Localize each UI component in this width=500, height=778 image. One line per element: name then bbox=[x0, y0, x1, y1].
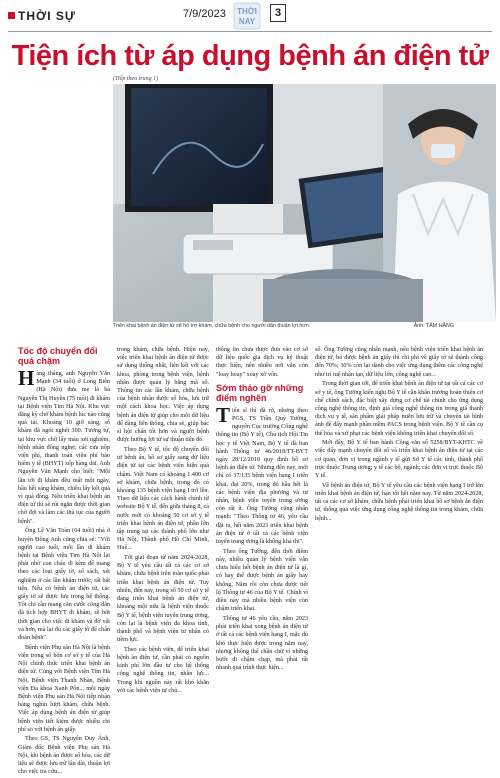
paragraph: Trong thời gian tới, để triển khai bệnh án điện tử tại tất cả các cơ sở y tế, ông Tường kiến nghị Bộ Y tế cần khẩn trương hoàn thiện cơ chế chính sách, đặc biệt xây dựng cơ chế tài chính cho ứng dụng công nghệ thông tin, định giá công nghệ thông tin trong giá thanh dịch vụ y tế, sản phẩm giải pháp miễn lưu trữ và chuyển tải hình ảnh để đẩy mạnh phần mềm PACS trong bệnh viện. Bộ Y tế cần cụ thể hóa và xử phạt các bệnh viện không triển khai chuyển đổi số. bbox=[315, 381, 483, 437]
paragraph: Ông Lê Văn Toàn (64 tuổi) nhà ở huyện Đông Anh cũng chia sẻ: "Với người cao tuổi, mỗi lần đi khám bệnh tại Bệnh viện Tim Hà Nội lại phải nhờ con cháu đi kèm để mang theo các loại giấy tờ, sổ sách, xét nghiệm ở các lần khám trước, rất bất tiện. Nếu có bệnh án điện tử, các giấy tờ sẽ được lưu trong hệ thống. Tôi chỉ cần mang căn cước công dân đã tích hợp BHYT đi khám, sẽ bớt thời gian cho việc đi khám và đỡ vất vả hơn, mà lại đủ các giấy tờ để chẩn đoán bệnh". bbox=[18, 528, 110, 641]
section-marker bbox=[8, 12, 15, 19]
svg-text:THỜI: THỜI bbox=[237, 7, 257, 16]
issue-date: 7/9/2023 bbox=[183, 8, 226, 20]
paragraph: thông tin chưa được đưa vào cơ sở dữ liệu quốc gia dịch vụ kỹ thuật thực hiện, nên nhiều nơi vẫn còn "loay hoay" xoay xở vốn. bbox=[216, 347, 308, 378]
paragraph: Thông tư 46 yêu cầu, năm 2023 phải triển khai xong bệnh án điện tử ở tất cả các bệnh viện hạng I, mặc dù khó thực hiện được trong năm nay, nhưng không thể chần chừ vì những bước đi chậm chạp, mà phải rất nhanh quá trình thực hiện... bbox=[216, 615, 308, 672]
paragraph: Tới giai đoạn từ năm 2024-2028, Bộ Y tế yêu cầu tất cả các cơ sở khám, chữa bệnh trên toàn quốc phải triển khai bệnh án điện tử. Tuy nhiên, đến nay, trong số 50 cơ sở y tế đang triển khai bệnh án điện tử, khoảng một nửa là bệnh viện thuộc Bộ Y tế, bệnh viện tuyến trung ương, còn lại là bệnh viện đa khoa tỉnh, thành phố và bệnh viện tư nhân có tiềm lực. bbox=[117, 555, 209, 644]
article-column-3 bbox=[216, 346, 308, 674]
paragraph: Theo Bộ Y tế, tốc độ chuyển đổi từ bệnh án, hồ sơ giấy sang dữ liệu điện tử tại các bệnh viện hiện quá chậm. Việt Nam có khoảng 1.400 cơ sở khám, chữa bệnh, trong đó có khoảng 135 bệnh viện hạng I trở lên. Theo dữ liệu các cách hành chính từ website Bộ Y tế, đến giữa tháng 8, cả nước mới có khoảng 50 cơ sở y tế triển khai bệnh án điện tử, phần lớn tập trung tại các thành phố lớn như Hà Nội, Thành phố Hồ Chí Minh, Huế... bbox=[117, 446, 209, 552]
page-header bbox=[0, 0, 500, 38]
paragraph: Bệnh viện Phụ sản Hà Nội là bệnh viện trong số bốn cơ sở y tế của Hà Nội chính thức triển khai bệnh án điện tử. Cùng với Bệnh viện Tim Hà Nội, Bệnh viện Thanh Nhàn, Bệnh viện Đa khoa Xanh Pôn... mỗi ngày Bệnh viện Phụ sản Hà Nội tiếp nhận hàng nghìn lượt khám, chữa bệnh. Việc áp dụng bệnh án điện tử giúp bệnh viện tiết kiệm được nhiều chi phí so với bệnh án giấy. bbox=[18, 644, 110, 733]
paragraph: trong khám, chữa bệnh. Hiện nay, việc triển khai bệnh án điện tử được sử dụng thống nhất, liên kết với các khoa, phòng trong bệnh viện, bệnh nhân được quản lý bằng mã số. Thông tin các lần khám, chữa bệnh của bệnh nhân được số hóa, lưu trữ một cách khoa học. Việc áp dụng bệnh án điện tử giúp cho mỗi dữ liệu để dàng liên thông, chia sẻ, giúp bác sĩ hội chẩn tốt hơn và người bệnh được hưởng lợi từ sự thuận tiện đó. bbox=[117, 347, 209, 444]
article-column-2 bbox=[117, 346, 209, 697]
subhead-1: Tốc độ chuyển đổi quá chậm bbox=[18, 346, 98, 366]
svg-text:NAY: NAY bbox=[238, 17, 256, 26]
paragraph: Theo ông Tường, đến thời điểm này, nhiều quản lý bệnh viện vẫn chưa hiểu hết bệnh án điện tử là gì, có hay thế được bệnh án giấy hay không. Năm rồi còn chưa được tiết lộ Thông tư 46 của Bộ Y tế. Chính vì điều này mà nhiều bệnh viện còn chậm triển khai. bbox=[216, 548, 308, 613]
thoi-nay-logo bbox=[232, 1, 262, 31]
article-column-4 bbox=[315, 346, 483, 524]
paragraph: Về bệnh án điện tử, Bộ Y tế yêu cầu các bệnh viện hạng I trở lên triển khai bệnh án điện tử, hạn tối hết năm nay. Từ năm 2024-2028, tất cả các cơ sở khám, chữa bệnh phải triển khai hồ sơ bệnh án điện tử, thông qua việc ứng dụng công nghệ thông tin trong khám, chữa bệnh... bbox=[315, 482, 483, 522]
paragraph: số. Ông Tường cũng nhấn mạnh, nếu bệnh viện triển khai bệnh án điện tử, bỏ được bệnh án giấy thì chi phí về giấy tờ sẽ thành công đến 70%; 30% còn lại dành cho việc ứng dụng thêm các công nghệ như trí tuệ nhân tạo, dữ liệu lớn, công nghệ cao... bbox=[315, 347, 483, 378]
header-divider bbox=[8, 31, 492, 32]
drop-cap: H bbox=[18, 366, 35, 390]
paragraph: Mới đây, Bộ Y tế ban hành Công văn số 5258/BYT-KHTC về việc đẩy mạnh chuyển đổi số và triển khai bệnh án điện tử tại các cơ quan, đơn vị trong ngành y tế gửi Sở Y tế các tỉnh, thành phố trực thuộc Trung ương; y tế các bộ, ngành; các đơn vị trực thuộc Bộ Y tế. bbox=[315, 440, 483, 480]
paragraph: Hàng tháng, anh Nguyễn Văn Mạnh (34 tuổi) ở Long Biên (Hà Nội) đưa mẹ là bà Nguyễn Thị Huyền (75 tuổi) đi khám tại Bệnh viện Tim Hà Nội. Khu vực đăng ký chờ khám bệnh lúc nào cũng quá tải. Khoảng 10 giờ sáng, số khám đã ngót nghét 300. Tương tự, tại khu vực chờ lấy máu xét nghiệm, bệnh nhân đông nghẹt; các cửa nộp viện phí, thanh toán viện phí bảo hiểm y tế (BHYT) xếp hàng dài. Anh Nguyễn Văn Mạnh cho biết: "Mỗi lần tới đi khám đều mất một ngày, hầu hết sáng khám, chiều lấy kết quả vì quá đông. Nếu triển khai bệnh án điện tử thì sẽ rút ngắn được thời gian chờ đợi và làm các thủ tục của người bệnh". bbox=[18, 366, 110, 525]
continued-note: (Tiếp theo trang 1) bbox=[113, 76, 159, 82]
paragraph: Theo các bệnh viện, để triển khai bệnh án điện tử, cần phải có nguồn kinh phí lớn đầu tư cho hệ thống công nghệ thông tin, nhân lực... Trong khi nguồn này rất khó khăn với các bệnh viện tự chủ... bbox=[117, 646, 209, 694]
photo-caption: Triển khai bệnh án điện tử sẽ hỗ trợ khám, chữa bệnh cho người dân thuận lợi hơn. bbox=[113, 323, 311, 329]
section-label: THỜI SỰ bbox=[18, 9, 76, 23]
subhead-2: Sớm thảo gỡ những điểm nghẽn bbox=[216, 382, 304, 403]
article-column-1 bbox=[18, 346, 110, 778]
hospital-photo bbox=[113, 84, 496, 322]
headline: Tiện ích từ áp dụng bệnh án điện tử bbox=[11, 40, 489, 72]
page-number: 3 bbox=[270, 4, 286, 22]
drop-cap: T bbox=[216, 402, 231, 427]
paragraph: Theo GS, TS Nguyễn Duy Ánh, Giám đốc Bệnh viện Phụ sản Hà Nội, khi bệnh án được số hóa, các dữ liệu sẽ được lưu trữ lâu dài, thuận lợi cho việc tra cứu... bbox=[18, 736, 110, 776]
paragraph: Tiến sĩ thì đã rõ, nhưng theo PGS, TS Trần Quý Tường, nguyên Cục trưởng Công nghệ thông tin (Bộ Y tế), Chủ tịch Hội Tin học y tế Việt Nam, Bộ Y tế đã ban hành Thông tư 46/2018/TT-BYT ngày 28/12/2018 quy định hồ sơ bệnh án điện tử. Nhưng đến nay, mới chỉ có 37/135 bệnh viện hạng I triển khai, đạt 20%, trong đó hầu hết là các bệnh viện địa phương và tư nhân, bệnh viện tuyến trung ương còn rất ít. Ông Tường cũng nhấn mạnh: "Theo Thông tư 46, yêu cầu đặt ra, hết năm 2023 triển khai bệnh án điện tử ở tất cả các bệnh viện tuyến trung ương là không khả thi". bbox=[216, 402, 308, 546]
photo-credit: Ảnh: TÂM HẰNG bbox=[413, 323, 454, 329]
